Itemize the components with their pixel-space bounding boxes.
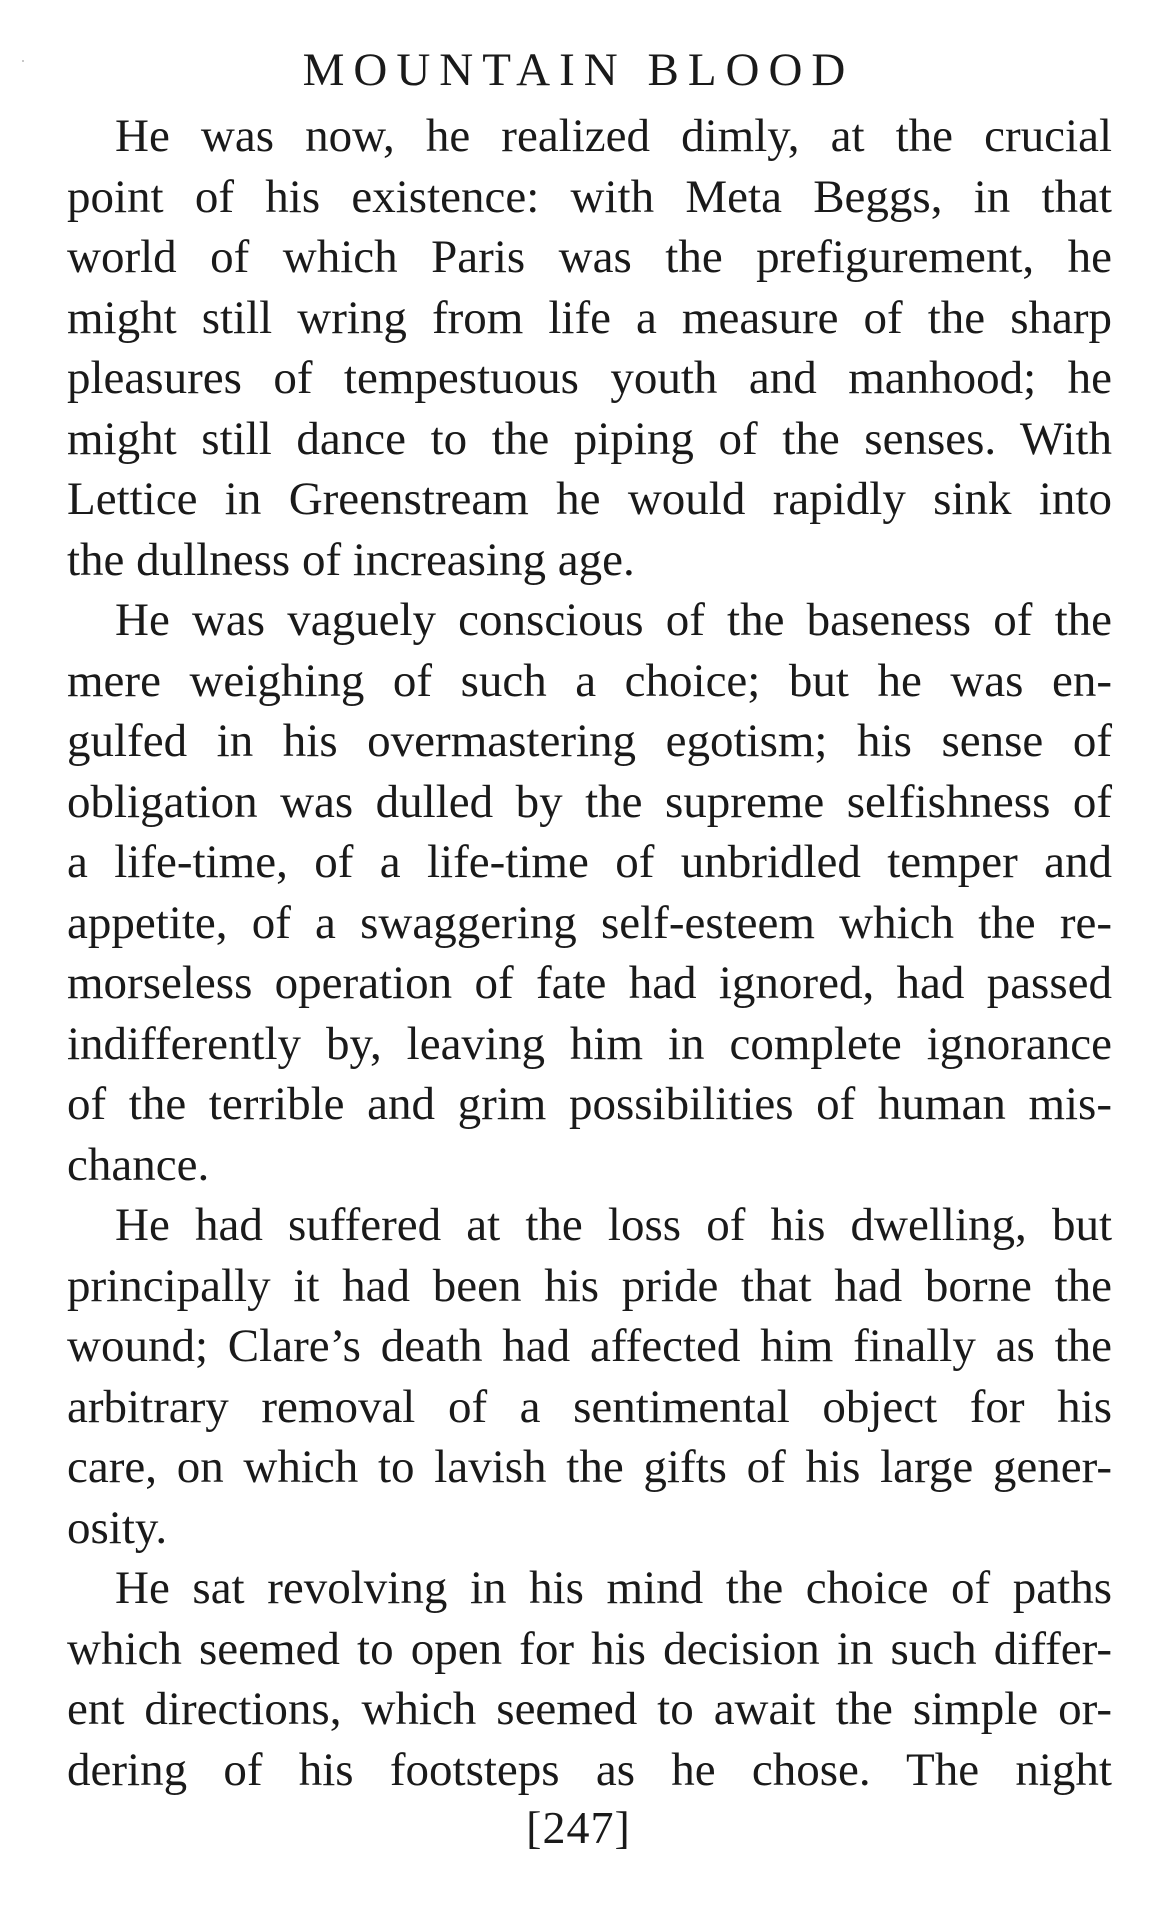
text-line: appetite, of a swaggering self-esteem which the re- [67, 896, 1112, 949]
text-line: Lettice in Greenstream he would rapidly sink into [67, 473, 1112, 525]
paragraph-1 [67, 106, 1112, 590]
text-line: morseless operation of fate had ignored, had passed [67, 957, 1112, 1009]
text-line: He sat revolving in his mind the choice of paths [115, 1562, 1112, 1614]
text-line: pleasures of tempestuous youth and manhood; he [67, 352, 1112, 404]
text-line: principally it had been his pride that had borne the [67, 1259, 1112, 1312]
paragraph-3 [67, 1195, 1112, 1558]
text-line: might still wring from life a measure of the sharp [67, 291, 1112, 344]
text-line: He was now, he realized dimly, at the crucial [115, 110, 1112, 162]
text-line: gulfed in his overmastering egotism; his sense of [67, 715, 1112, 767]
text-line: osity. [67, 1501, 168, 1554]
text-line: indifferently by, leaving him in complete ignorance [67, 1017, 1112, 1070]
text-line: He was vaguely conscious of the baseness of the [115, 594, 1112, 646]
text-line: mere weighing of such a choice; but he was en- [67, 654, 1112, 707]
running-head: MOUNTAIN BLOOD [302, 44, 855, 96]
paragraph-4 [67, 1558, 1112, 1800]
text-line: world of which Paris was the prefigurement, he [67, 231, 1112, 283]
text-line: ent directions, which seemed to await the simple or- [67, 1683, 1112, 1735]
page-number: [247] [526, 1802, 631, 1853]
paragraph-2 [67, 590, 1112, 1195]
text-line: arbitrary removal of a sentimental object for his [67, 1380, 1112, 1433]
text-line: which seemed to open for his decision in such differ- [67, 1622, 1112, 1675]
text-line: care, on which to lavish the gifts of his large gener- [67, 1441, 1112, 1493]
text-line: chance. [67, 1138, 210, 1191]
text-line: point of his existence: with Meta Beggs, in that [67, 170, 1112, 223]
text-line: might still dance to the piping of the senses. With [67, 412, 1112, 465]
body-text [67, 106, 1112, 1800]
text-line: dering of his footsteps as he chose. The night [67, 1743, 1112, 1796]
text-line: a life-time, of a life-time of unbridled temper and [67, 836, 1112, 888]
text-line: of the terrible and grim possibilities of human mis- [67, 1078, 1112, 1130]
text-line: wound; Clare’s death had affected him finally as the [67, 1320, 1112, 1372]
text-line: obligation was dulled by the supreme selfishness of [67, 775, 1112, 828]
text-line: the dullness of increasing age. [67, 533, 635, 586]
text-line: He had suffered at the loss of his dwelling, but [115, 1199, 1112, 1251]
